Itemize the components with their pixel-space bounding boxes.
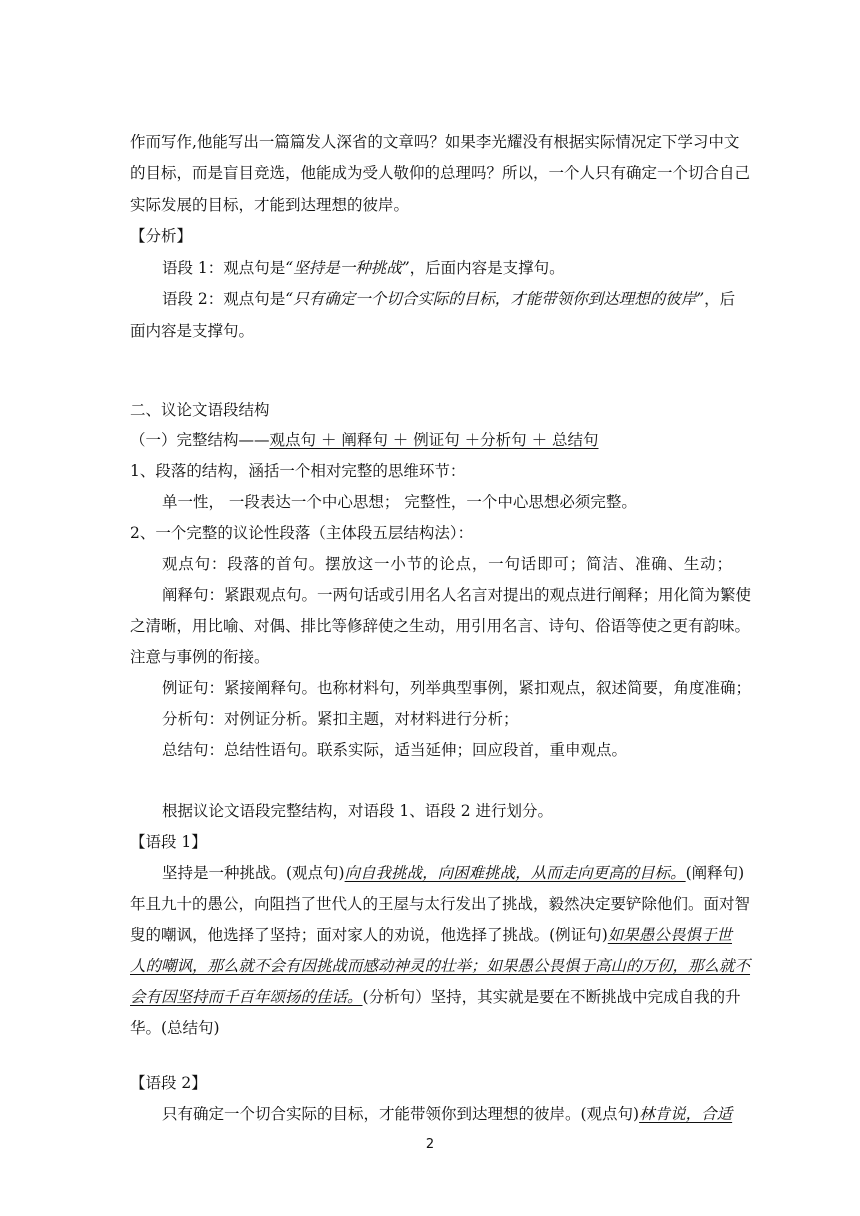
para2-line: 只有确定一个切合实际的目标，才能带领你到达理想的彼岸。(观点句)林肯说，合适 (162, 1105, 733, 1123)
underlined-explanation: 林肯说，合适 (639, 1105, 733, 1123)
analysis-point-1: 语段 1：观点句是“坚持是一种挑战”，后面内容是支撑句。 (162, 259, 565, 277)
para1-line: 坚持是一种挑战。(观点句)向自我挑战，向困难挑战，从而走向更高的目标。(阐释句) (162, 864, 745, 882)
subsection-heading: （一）完整结构——观点句 ＋ 阐释句 ＋ 例证句 ＋分析句 ＋ 总结句 (130, 431, 599, 449)
underlined-explanation: 向自我挑战，向困难挑战，从而走向更高的目标。 (344, 864, 686, 882)
para2-heading: 【语段 2】 (130, 1074, 207, 1092)
underlined-analysis: 如果愚公畏惧于世 (607, 926, 732, 944)
para1-line: 华。(总结句) (130, 1019, 220, 1037)
viewpoint-definition: 观点句：段落的首句。摆放这一小节的论点，一句话即可；简洁、准确、生动； (162, 555, 732, 573)
analysis-heading: 【分析】 (130, 227, 193, 245)
quoted-viewpoint: “坚持是一种挑战” (285, 259, 410, 277)
body-text-line: 实际发展的目标，才能到达理想的彼岸。 (130, 196, 410, 214)
structure-formula: 观点句 ＋ 阐释句 ＋ 例证句 ＋分析句 ＋ 总结句 (269, 431, 599, 449)
body-text-line: 作而写作,他能写出一篇篇发人深省的文章吗？如果李光耀没有根据实际情况定下学习中文 (130, 133, 740, 151)
list-item: 1、段落的结构，涵括一个相对完整的思维环节： (130, 462, 466, 480)
page-number: 2 (425, 1137, 435, 1152)
body-text-line: 注意与事例的衔接。 (130, 648, 270, 666)
body-text-line: 的目标，而是盲目竞选，他能成为受人敬仰的总理吗？所以，一个人只有确定一个切合自己 (130, 164, 751, 182)
analysis-definition: 分析句：对例证分析。紧扣主题，对材料进行分析； (162, 710, 519, 728)
list-item-detail: 单一性， 一段表达一个中心思想； 完整性，一个中心思想必须完整。 (162, 493, 637, 511)
section-heading: 二、议论文语段结构 (130, 401, 270, 419)
body-text-line: 之清晰，用比喻、对偶、排比等修辞使之生动，用引用名言、诗句、俗语等使之更有韵味。 (130, 617, 751, 635)
body-text-line: 面内容是支撑句。 (130, 322, 255, 340)
list-item: 2、一个完整的议论性段落（主体段五层结构法）： (130, 524, 474, 542)
underlined-analysis: 会有因坚持而千百年颂扬的佳话。 (130, 988, 363, 1006)
quoted-viewpoint: “只有确定一个切合实际的目标，才能带领你到达理想的彼岸” (285, 290, 705, 308)
task-instruction: 根据议论文语段完整结构，对语段 1、语段 2 进行划分。 (162, 802, 554, 820)
example-definition: 例证句：紧接阐释句。也称材料句，列举典型事例，紧扣观点，叙述简要，角度准确； (162, 679, 752, 697)
underlined-analysis: 人的嘲讽，那么就不会有因挑战而感动神灵的壮举；如果愚公畏惧于高山的万仞，那么就不 (130, 957, 751, 975)
explain-definition: 阐释句：紧跟观点句。一两句话或引用名人名言对提出的观点进行阐释；用化简为繁使 (162, 586, 752, 604)
para1-line: 会有因坚持而千百年颂扬的佳话。(分析句）坚持，其实就是要在不断挑战中完成自我的升 (130, 988, 741, 1006)
para1-line: 叟的嘲讽，他选择了坚持；面对家人的劝说，他选择了挑战。(例证句)如果愚公畏惧于世 (130, 926, 732, 944)
para1-line: 年且九十的愚公，向阻挡了世代人的王屋与太行发出了挑战，毅然决定要铲除他们。面对智 (130, 895, 751, 913)
analysis-point-2: 语段 2：观点句是“只有确定一个切合实际的目标，才能带领你到达理想的彼岸”，后 (162, 290, 736, 308)
para1-heading: 【语段 1】 (130, 833, 207, 851)
summary-definition: 总结句：总结性语句。联系实际，适当延伸；回应段首，重申观点。 (162, 741, 628, 759)
